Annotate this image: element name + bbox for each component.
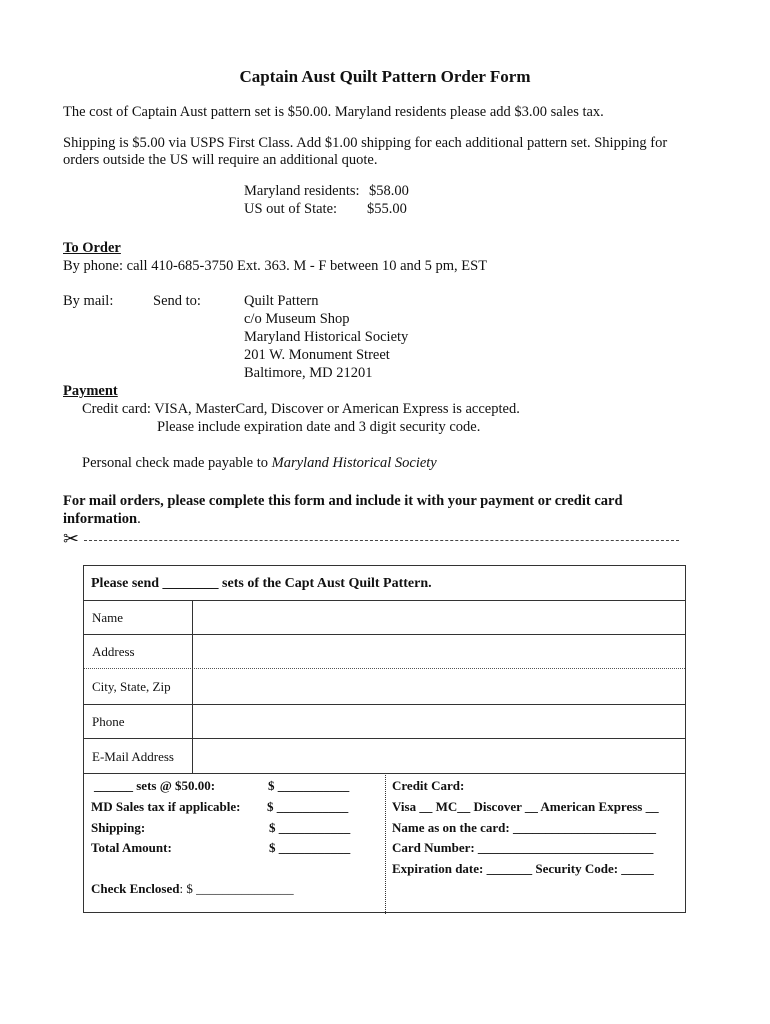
check-enclosed-amount[interactable]: : $ _______________ (179, 881, 294, 896)
email-label: E-Mail Address (92, 749, 174, 764)
check-prefix: Personal check made payable to (82, 455, 272, 471)
column-divider (192, 600, 193, 773)
address-field[interactable] (194, 635, 684, 667)
sets-amount-field[interactable]: $ ___________ (268, 778, 350, 793)
mail-note-line-1: For mail orders, please complete this form and include it with your payment or credit card (63, 493, 623, 509)
city-state-zip-field[interactable] (194, 669, 684, 703)
address-line: Baltimore, MD 21201 (244, 365, 373, 381)
address-label: Address (92, 644, 135, 659)
mail-label: By mail: (63, 293, 114, 309)
card-number-field[interactable]: Card Number: ___________________________ (392, 840, 654, 855)
credit-card-line-2: Please include expiration date and 3 digit security code. (157, 419, 481, 435)
check-payee: Maryland Historical Society (271, 455, 437, 471)
cut-line (84, 540, 679, 541)
phone-line: By phone: call 410-685-3750 Ext. 363. M - F between 10 and 5 pm, EST (63, 258, 488, 274)
payment-heading: Payment (63, 383, 118, 399)
send-label: Send to: (153, 293, 201, 309)
credit-card-heading: Credit Card: (392, 778, 465, 793)
address-line: c/o Museum Shop (244, 311, 350, 327)
address-line: 201 W. Monument Street (244, 347, 390, 363)
card-type-field[interactable]: Visa __ MC__ Discover __ American Express __ (392, 799, 659, 814)
column-divider (385, 773, 386, 914)
expiration-security-field[interactable]: Expiration date: _______ Security Code: _____ (392, 861, 654, 876)
shipping-label: Shipping: (91, 820, 146, 835)
shipping-line-2: orders outside the US will require an additional quote. (63, 152, 378, 168)
shipping-field[interactable]: $ ___________ (269, 820, 351, 835)
address-line: Quilt Pattern (244, 293, 319, 309)
address-line: Maryland Historical Society (244, 329, 409, 345)
md-total-value: $58.00 (369, 183, 409, 199)
cost-line: The cost of Captain Aust pattern set is $50.00. Maryland residents please add $3.00 sales tax. (63, 104, 604, 120)
phone-label: Phone (92, 714, 125, 729)
city-state-zip-label: City, State, Zip (92, 679, 171, 694)
card-name-field[interactable]: Name as on the card: ______________________ (392, 820, 656, 835)
credit-card-line-1: Credit card: VISA, MasterCard, Discover or American Express is accepted. (82, 401, 520, 417)
sets-quantity-label: ______ sets @ $50.00: (94, 778, 216, 793)
to-order-heading: To Order (63, 240, 121, 256)
name-label: Name (92, 610, 124, 625)
md-tax-label: MD Sales tax if applicable: (91, 799, 241, 814)
check-payable-line (82, 454, 437, 472)
mail-note-line-2 (63, 510, 141, 528)
phone-field[interactable] (194, 705, 684, 737)
email-field[interactable] (194, 739, 684, 772)
please-send-line: Please send ________ sets of the Capt Aust Quilt Pattern. (91, 576, 432, 591)
md-tax-field[interactable]: $ ___________ (267, 799, 349, 814)
md-total-label: Maryland residents: (244, 183, 360, 199)
scissors-icon: ✂ (63, 529, 79, 550)
us-total-label: US out of State: (244, 201, 338, 217)
check-enclosed-line[interactable] (91, 881, 294, 897)
us-total-value: $55.00 (367, 201, 407, 217)
total-amount-label: Total Amount: (91, 840, 172, 855)
total-amount-field[interactable]: $ ___________ (269, 840, 351, 855)
page-title: Captain Aust Quilt Pattern Order Form (239, 67, 531, 86)
shipping-line-1: Shipping is $5.00 via USPS First Class. Add $1.00 shipping for each additional pattern set. Shipping for (63, 135, 668, 151)
order-form (83, 565, 686, 913)
name-field[interactable] (194, 601, 684, 633)
mail-note-information: information (63, 511, 138, 527)
mail-note-period: . (137, 511, 141, 527)
check-enclosed-label: Check Enclosed (91, 881, 180, 896)
